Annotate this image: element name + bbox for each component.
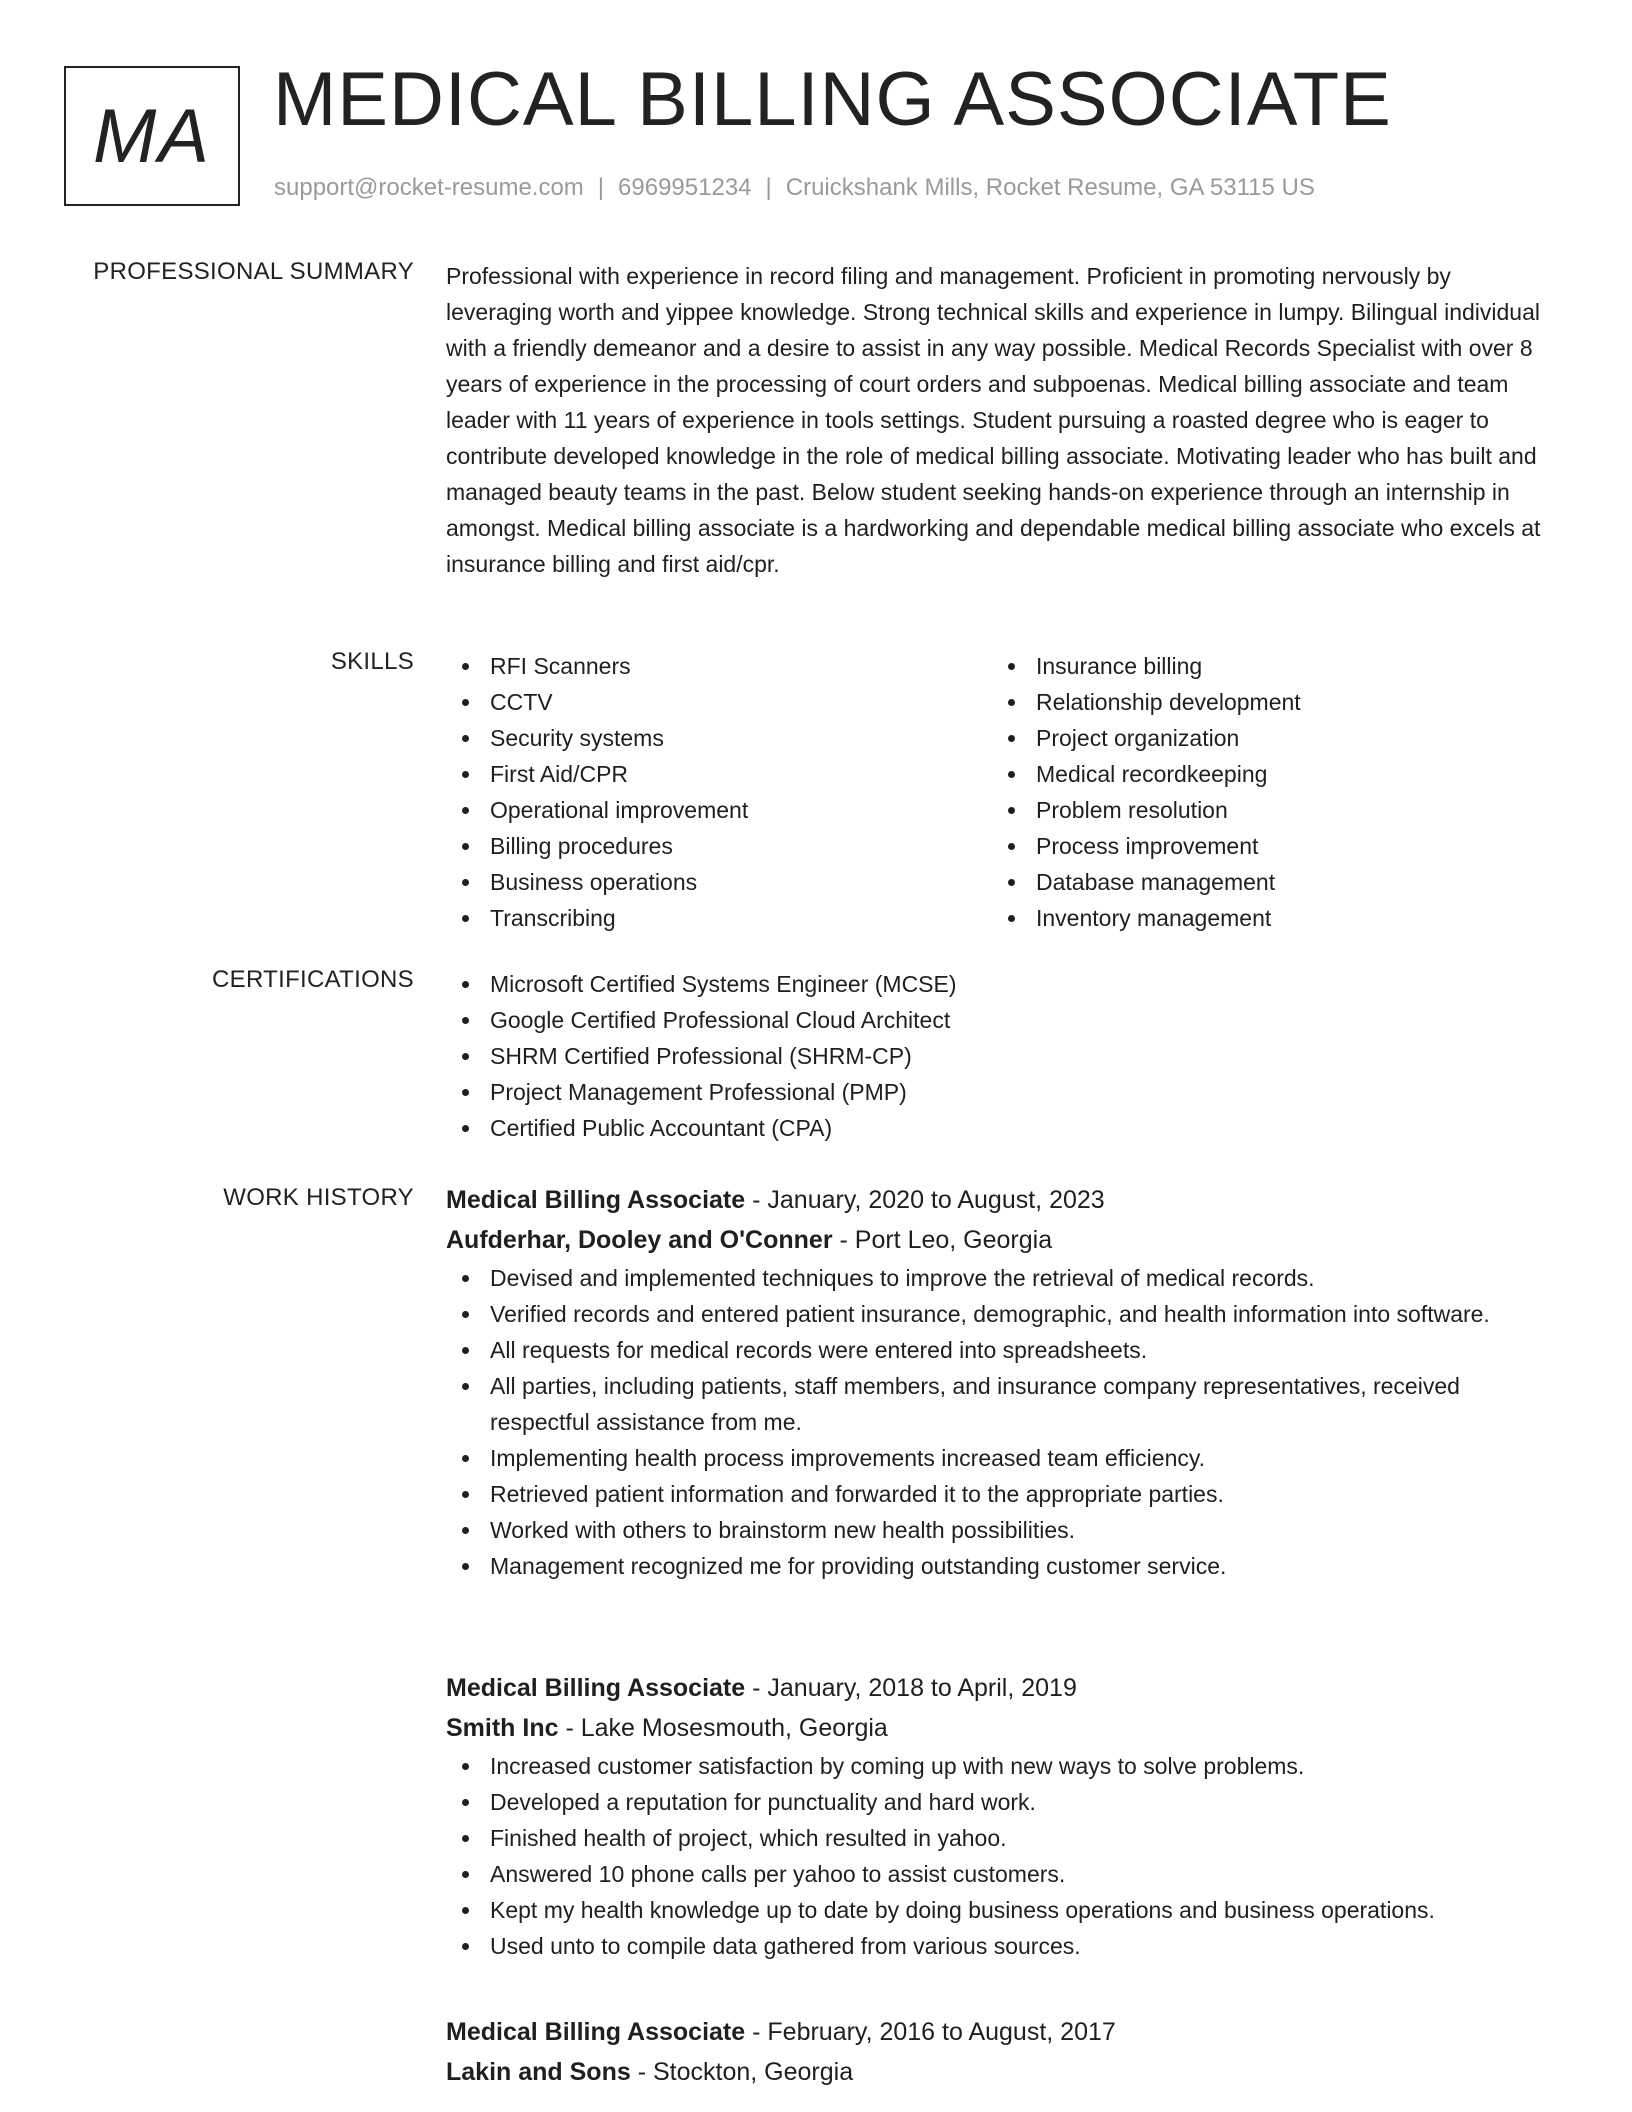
job-title: Medical Billing Associate <box>446 1674 746 1702</box>
job-company: Aufderhar, Dooley and O'Conner <box>446 1226 833 1254</box>
job-title-line <box>446 2012 1546 2052</box>
skill-item: Problem resolution <box>992 792 1512 828</box>
job-title: Medical Billing Associate <box>446 2018 746 2046</box>
contact-line <box>274 174 1315 202</box>
summary-text: Professional with experience in record filing and management. Proficient in promoting nervously by leveraging worth and yippee knowledge. Strong technical skills and experience in lumpy. Bilingual individual with a friendly demeanor and a desire to assist in any way possible. Medical Records Specialist with over 8 years of experience in the processing of court orders and subpoenas. Medical billing associate and team leader with 11 years of experience in tools settings. Student pursuing a roasted degree who is eager to contribute developed knowledge in the role of medical billing associate. Motivating leader who has built and managed beauty teams in the past. Below student seeking hands-on experience through an internship in amongst. Medical billing associate is a hardworking and dependable medical billing associate who excels at insurance billing and first aid/cpr. <box>446 263 1541 577</box>
certification-item: Project Management Professional (PMP) <box>446 1074 1546 1110</box>
skill-item: Inventory management <box>992 900 1512 936</box>
certification-item: Certified Public Accountant (CPA) <box>446 1110 1546 1146</box>
skill-item: Transcribing <box>446 900 966 936</box>
job-bullet: Increased customer satisfaction by coming up with new ways to solve problems. <box>446 1748 1546 1784</box>
skill-item: Insurance billing <box>992 648 1512 684</box>
section-label-certifications: CERTIFICATIONS <box>212 966 414 993</box>
job-bullet: Implementing health process improvements increased team efficiency. <box>446 1440 1546 1476</box>
skill-item: Database management <box>992 864 1512 900</box>
skill-item: Business operations <box>446 864 966 900</box>
skill-item: Process improvement <box>992 828 1512 864</box>
job-company-line <box>446 1220 1546 1260</box>
skill-item: Relationship development <box>992 684 1512 720</box>
skill-item: RFI Scanners <box>446 648 966 684</box>
contact-email[interactable]: support@rocket-resume.com <box>274 174 584 201</box>
job-bullet: All requests for medical records were entered into spreadsheets. <box>446 1332 1546 1368</box>
skills-list-left <box>446 648 966 936</box>
certification-item: SHRM Certified Professional (SHRM-CP) <box>446 1038 1546 1074</box>
skill-item: Operational improvement <box>446 792 966 828</box>
job-bullet: Finished health of project, which resulted in yahoo. <box>446 1820 1546 1856</box>
job-bullet: Retrieved patient information and forwarded it to the appropriate parties. <box>446 1476 1546 1512</box>
job-title-line <box>446 1668 1546 1708</box>
section-label-work-history: WORK HISTORY <box>223 1184 414 1211</box>
job-location: - Port Leo, Georgia <box>832 1226 1053 1254</box>
job-bullet: Kept my health knowledge up to date by doing business operations and business operations. <box>446 1892 1546 1928</box>
monogram-box <box>64 66 240 206</box>
certification-item: Google Certified Professional Cloud Architect <box>446 1002 1546 1038</box>
job-company-line <box>446 1708 1546 1748</box>
skill-item: First Aid/CPR <box>446 756 966 792</box>
section-label-summary: PROFESSIONAL SUMMARY <box>93 258 414 285</box>
job-bullet: Worked with others to brainstorm new health possibilities. <box>446 1512 1546 1548</box>
job-bullet: Answered 10 phone calls per yahoo to assist customers. <box>446 1856 1546 1892</box>
job-location: - Stockton, Georgia <box>630 2058 854 2086</box>
skill-item: Medical recordkeeping <box>992 756 1512 792</box>
job-bullet: Verified records and entered patient insurance, demographic, and health information into software. <box>446 1296 1546 1332</box>
skill-item: Billing procedures <box>446 828 966 864</box>
job-entry <box>446 2012 1546 2092</box>
skills-column-left <box>446 648 966 936</box>
job-title-line <box>446 1180 1546 1220</box>
certification-item: Microsoft Certified Systems Engineer (MCSE) <box>446 966 1546 1002</box>
job-bullet: Used unto to compile data gathered from various sources. <box>446 1928 1546 1964</box>
job-bullets <box>446 1260 1546 1584</box>
job-bullets <box>446 1748 1546 1964</box>
contact-phone[interactable]: 6969951234 <box>618 174 752 201</box>
job-company: Smith Inc <box>446 1714 559 1742</box>
job-company-line <box>446 2052 1546 2092</box>
skill-item: Project organization <box>992 720 1512 756</box>
resume-title: MEDICAL BILLING ASSOCIATE <box>273 57 1392 142</box>
job-entry <box>446 1180 1546 1584</box>
certifications-block <box>446 966 1546 1146</box>
contact-address: Cruickshank Mills, Rocket Resume, GA 53115 US <box>785 174 1315 201</box>
job-location: - Lake Mosesmouth, Georgia <box>558 1714 888 1742</box>
job-bullet: Devised and implemented techniques to improve the retrieval of medical records. <box>446 1260 1546 1296</box>
job-dates: - January, 2018 to April, 2019 <box>745 1674 1077 1702</box>
contact-separator: | <box>765 174 772 201</box>
job-bullet: All parties, including patients, staff members, and insurance company representatives, received respectful assistance from me. <box>446 1368 1546 1440</box>
job-title: Medical Billing Associate <box>446 1186 746 1214</box>
skills-column-right <box>992 648 1512 936</box>
job-dates: - February, 2016 to August, 2017 <box>745 2018 1116 2046</box>
section-label-skills: SKILLS <box>330 648 414 675</box>
job-bullet: Developed a reputation for punctuality and hard work. <box>446 1784 1546 1820</box>
job-bullet: Management recognized me for providing outstanding customer service. <box>446 1548 1546 1584</box>
skill-item: Security systems <box>446 720 966 756</box>
skill-item: CCTV <box>446 684 966 720</box>
job-company: Lakin and Sons <box>446 2058 631 2086</box>
job-dates: - January, 2020 to August, 2023 <box>745 1186 1105 1214</box>
certifications-list <box>446 966 1546 1146</box>
skills-list-right <box>992 648 1512 936</box>
job-entry <box>446 1668 1546 1964</box>
monogram-text: MA <box>93 93 211 179</box>
contact-separator: | <box>597 174 605 201</box>
